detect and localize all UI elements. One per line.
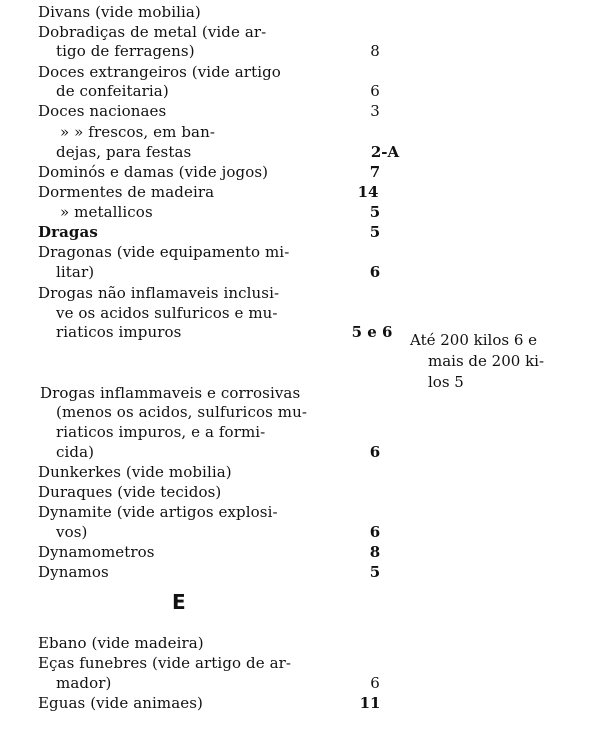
entry-doces-nacionaes: Doces nacionaes	[38, 102, 167, 120]
rate-dormentes-metallicos: 5	[369, 203, 381, 221]
entry-dynamometros: Dynamometros	[38, 543, 155, 561]
entry-doces-frescos-cont: dejas, para festas	[56, 143, 192, 161]
entry-dynamite: Dynamite (vide artigos explosi-	[38, 503, 278, 521]
rate-doces-frescos: 2-A	[370, 143, 400, 161]
entry-dragonas-cont: litar)	[56, 263, 95, 281]
side-note-line-1: Até 200 kilos 6 e	[410, 331, 538, 349]
rate-dynamos: 5	[369, 563, 381, 581]
rate-dragas: 5	[369, 223, 381, 241]
entry-drogas-nao-inflamaveis-cont2: riaticos impuros	[56, 323, 182, 341]
entry-dragas: Dragas	[38, 223, 98, 241]
entry-dormentes-metallicos: » metallicos	[60, 203, 153, 221]
entry-drogas-nao-inflamaveis-cont1: ve os acidos sulfuricos e mu-	[56, 304, 278, 322]
rate-doces-extrangeiros: 6	[370, 82, 380, 100]
entry-doces-frescos: » » frescos, em ban-	[60, 123, 215, 141]
rate-dynamite: 6	[369, 523, 381, 541]
rate-doces-nacionaes: 3	[370, 102, 380, 120]
entry-ebano: Ebano (vide madeira)	[38, 634, 204, 652]
entry-dobradicas: Dobradiças de metal (vide ar-	[38, 23, 267, 41]
entry-dobradicas-cont: tigo de ferragens)	[56, 42, 195, 60]
entry-dunkerkes: Dunkerkes (vide mobilia)	[38, 463, 232, 481]
entry-ecas-funebres: Eças funebres (vide artigo de ar-	[38, 654, 292, 672]
entry-doces-extrangeiros: Doces extrangeiros (vide artigo	[38, 63, 281, 81]
entry-drogas-inflammaveis-cont1: (menos os acidos, sulfuricos mu-	[56, 403, 307, 421]
entry-duraques: Duraques (vide tecidos)	[38, 483, 222, 501]
side-note-line-2: mais de 200 ki-	[428, 352, 545, 370]
entry-eguas: Eguas (vide animaes)	[38, 694, 203, 712]
side-note	[410, 330, 590, 393]
entry-drogas-inflammaveis-cont3: cida)	[56, 443, 95, 461]
rate-dormentes: 14	[357, 183, 379, 201]
entry-drogas-nao-inflamaveis: Drogas não inflamaveis inclusi-	[38, 284, 280, 302]
rate-dobradicas: 8	[370, 42, 380, 60]
section-heading-letter: E	[172, 590, 186, 614]
entry-drogas-inflammaveis: Drogas inflammaveis e corrosivas	[40, 384, 301, 402]
rate-drogas-inflammaveis: 6	[369, 443, 381, 461]
rate-drogas-nao-inflamaveis: 5 e 6	[351, 323, 393, 341]
rate-dominos: 7	[369, 163, 381, 181]
rate-ecas-funebres: 6	[370, 674, 380, 692]
entry-dragonas: Dragonas (vide equipamento mi-	[38, 243, 290, 261]
entry-dynamos: Dynamos	[38, 563, 109, 581]
side-note-line-3: los 5	[428, 373, 464, 391]
entry-dynamite-cont: vos)	[56, 523, 88, 541]
entry-doces-extrangeiros-cont: de confeitaria)	[56, 82, 169, 100]
entry-drogas-inflammaveis-cont2: riaticos impuros, e a formi-	[56, 423, 266, 441]
rate-eguas: 11	[359, 694, 381, 712]
rate-dynamometros: 8	[369, 543, 381, 561]
entry-dormentes: Dormentes de madeira	[38, 183, 215, 201]
entry-divans: Divans (vide mobilia)	[38, 3, 201, 21]
entry-ecas-funebres-cont: mador)	[56, 674, 112, 692]
entry-dominos: Dominós e damas (vide jogos)	[38, 163, 269, 181]
rate-dragonas: 6	[369, 263, 381, 281]
